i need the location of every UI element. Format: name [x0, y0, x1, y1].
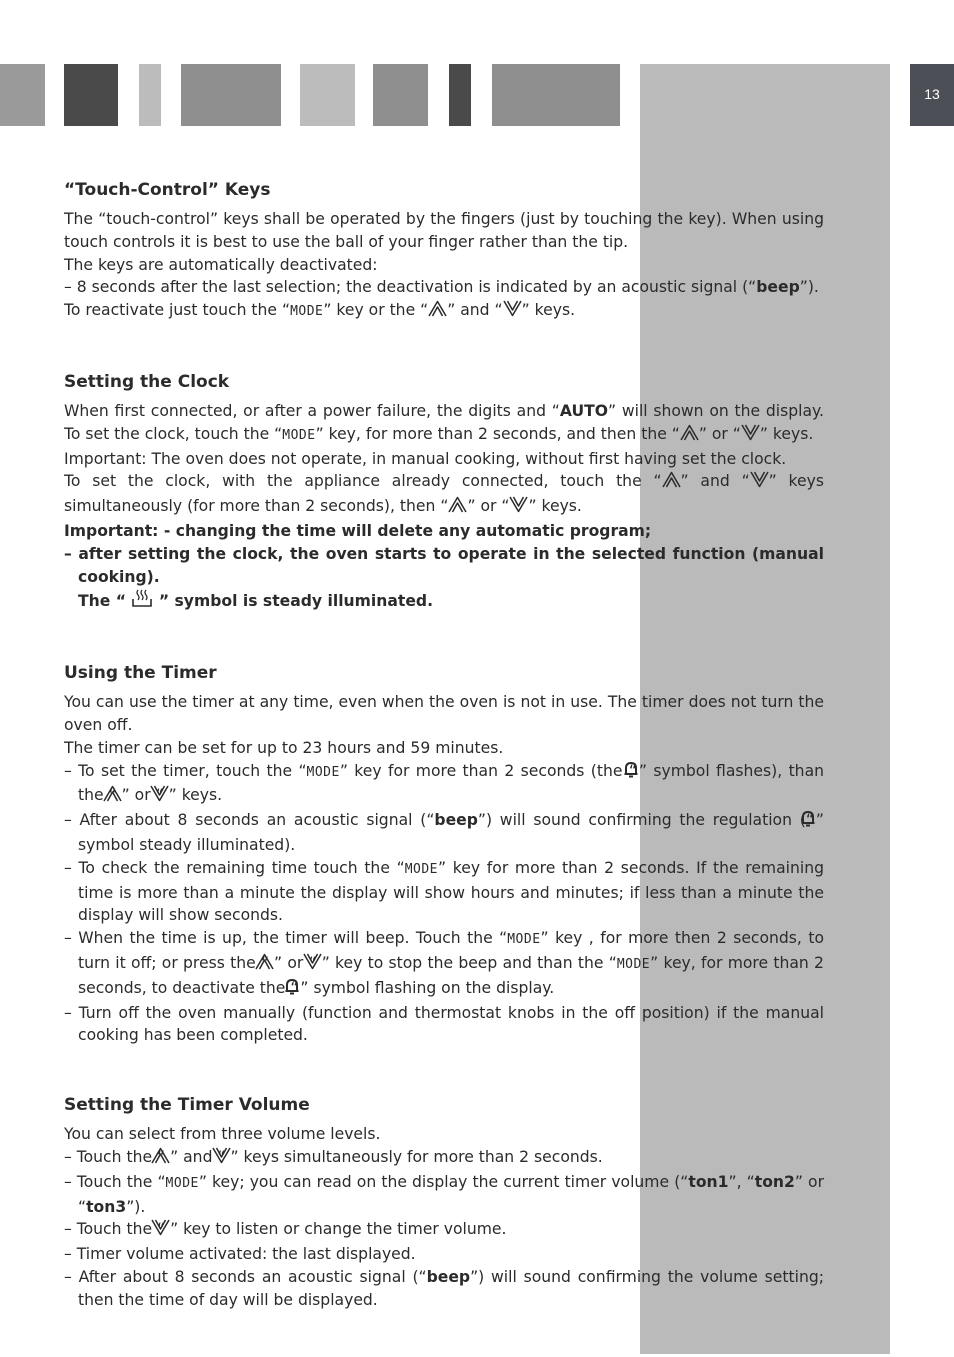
up-arrow-icon: [448, 496, 467, 520]
important-note: The “ ” symbol is steady illuminated.: [64, 588, 824, 615]
section-using-timer: [64, 661, 824, 1047]
paragraph: To reactivate just touch the “MODE” key or the “ ” and “ ” keys.: [64, 299, 824, 324]
section-touch-control-keys: [64, 178, 824, 324]
important-note: – after setting the clock, the oven starts to operate in the selected function (manual cooking).: [64, 544, 824, 586]
paragraph: When first connected, or after a power failure, the digits and “AUTO” will shown on the display. To set the clock, touch the “MODE” key, for more than 2 seconds, and then the “ ” or “ ” keys.: [64, 400, 824, 448]
paragraph: You can select from three volume levels.: [64, 1125, 381, 1144]
header-band-4: [181, 64, 281, 126]
list-item: – Touch the “ ” and “ ” keys simultaneously for more than 2 seconds.: [64, 1146, 824, 1171]
auto-word: AUTO: [559, 401, 609, 420]
down-arrow-icon: [509, 496, 528, 520]
paragraph: – 8 seconds after the last selection; the deactivation is indicated by an acoustic signal (“beep”).: [64, 278, 819, 297]
header-band-1: [0, 64, 45, 126]
mode-key-symbol: MODE: [282, 427, 316, 443]
ton1-word: ton1: [688, 1172, 729, 1191]
section-title: “Touch-Control” Keys: [64, 180, 271, 200]
beep-word: beep: [426, 1267, 471, 1286]
section-setting-clock: [64, 370, 824, 615]
list-item: – When the time is up, the timer will beep. Touch the “MODE” key , for more then 2 seconds, to turn it off; or press the “ ” or “ ” key to stop the beep and than the “MODE” key, for more than 2 seconds, to deactivate the “ ” symbol flashing on the display.: [64, 927, 824, 1001]
beep-word: beep: [756, 278, 800, 297]
cooking-symbol-icon: [131, 588, 153, 615]
section-timer-volume: [64, 1093, 824, 1311]
important-note: Important: - changing the time will delete any automatic program;: [64, 521, 652, 540]
mode-key-symbol: MODE: [290, 304, 324, 320]
mode-key-symbol: MODE: [165, 1175, 199, 1191]
list-item: – Touch the “ ” key to listen or change the timer volume.: [64, 1218, 824, 1243]
paragraph: The timer can be set for up to 23 hours and 59 minutes.: [64, 738, 504, 757]
down-arrow-icon: [503, 300, 522, 324]
header-band-3: [139, 64, 161, 126]
paragraph: You can use the timer at any time, even when the oven is not in use. The timer does not turn the oven off.: [64, 693, 824, 734]
paragraph: The keys are automatically deactivated:: [64, 255, 378, 274]
mode-key-symbol: MODE: [616, 956, 651, 972]
paragraph: To set the clock, with the appliance already connected, touch the “ ” and “ ” keys simultaneously (for more than 2 seconds), then “ ” or “ ” keys.: [64, 470, 824, 520]
down-arrow-icon: [750, 471, 769, 495]
section-title: Using the Timer: [64, 663, 217, 684]
up-arrow-icon: [428, 300, 447, 324]
list-item: – After about 8 seconds an acoustic signal (“beep”) will sound confirming the volume setting; then the time of day will be displayed.: [64, 1267, 824, 1309]
section-title: Setting the Timer Volume: [64, 1095, 310, 1116]
ton3-word: ton3: [86, 1197, 127, 1216]
list-item: – Touch the “MODE” key; you can read on the display the current timer volume (“ton1”, “ton2” or “ton3”).: [64, 1172, 824, 1216]
header-band-7: [449, 64, 471, 126]
mode-key-symbol: MODE: [404, 861, 439, 877]
manual-content: [64, 178, 824, 1357]
list-item: – To check the remaining time touch the “MODE” key for more than 2 seconds. If the remaining time is more than a minute the display will show hours and minutes; if less than a minute the display will show seconds.: [64, 858, 824, 925]
down-arrow-icon: [741, 424, 760, 448]
header-band-2: [64, 64, 118, 126]
page-number: 13: [924, 86, 940, 102]
paragraph: The “touch-control” keys shall be operated by the fingers (just by touching the key). When using touch controls it is best to use the ball of your finger rather than the tip.: [64, 210, 824, 251]
list-item: – To set the timer, touch the “MODE” key for more than 2 seconds (the “ ” symbol flashes), than the “ ” or “ ” keys.: [64, 760, 824, 810]
list-item: – Turn off the oven manually (function and thermostat knobs in the off position) if the manual cooking has been completed.: [64, 1003, 824, 1045]
mode-key-symbol: MODE: [507, 932, 541, 948]
header-band-5: [300, 64, 355, 126]
mode-key-symbol: MODE: [306, 764, 340, 780]
ton2-word: ton2: [754, 1172, 795, 1191]
up-arrow-icon: [680, 424, 699, 448]
up-arrow-icon: [662, 471, 681, 495]
header-band-6: [373, 64, 428, 126]
list-item: – Timer volume activated: the last displayed.: [64, 1245, 416, 1264]
paragraph: Important: The oven does not operate, in manual cooking, without first having set the clock.: [64, 449, 787, 468]
header-band-8: [492, 64, 620, 126]
list-item: – After about 8 seconds an acoustic signal (“beep”) will sound confirming the regulation (“ ” symbol steady illuminated).: [64, 811, 824, 854]
section-title: Setting the Clock: [64, 371, 230, 392]
beep-word: beep: [434, 811, 478, 830]
